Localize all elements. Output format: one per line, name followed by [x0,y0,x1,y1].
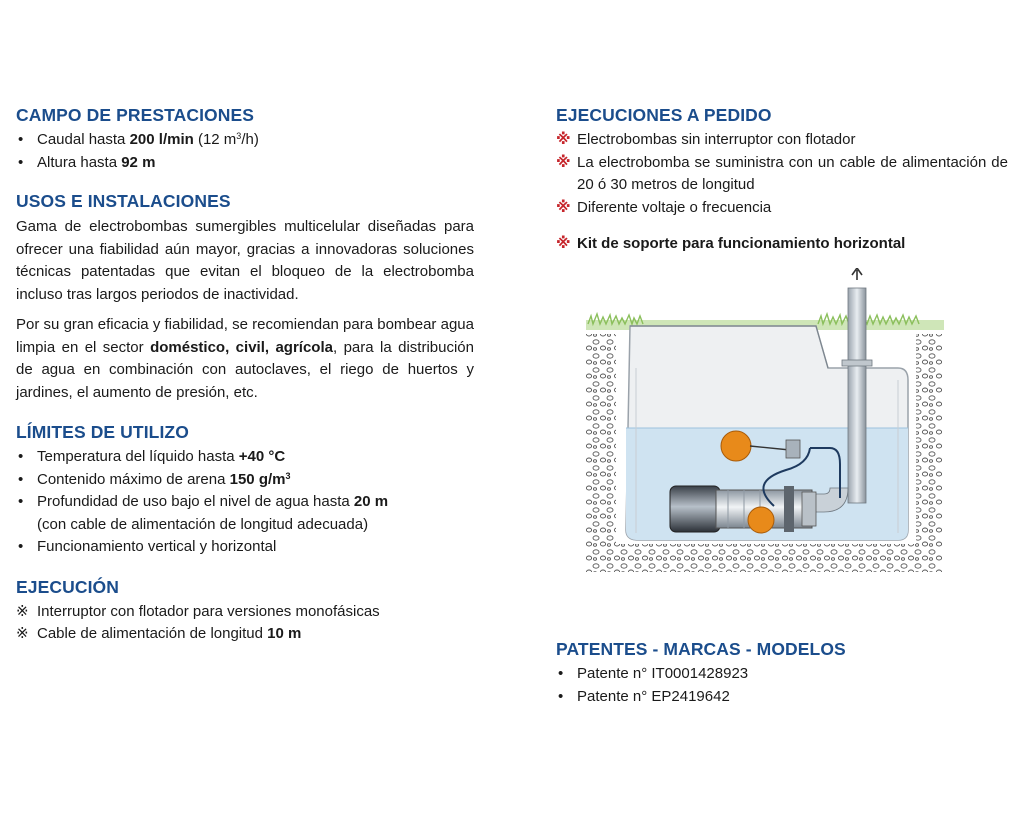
limites-title: LÍMITES DE UTILIZO [16,422,189,442]
ejecucion-section [16,576,474,646]
submersible-pump [670,486,816,532]
float-switch-bottom [748,507,774,533]
funcionamiento-item: • Funcionamiento vertical y horizontal [16,536,474,559]
limites-section [16,421,474,559]
caudal-item: • Caudal hasta 200 l/min (12 $m^3/h$) [16,129,474,152]
red-reference-mark-icon: ※ [556,198,571,216]
red-reference-mark-icon: ※ [556,153,571,171]
patentes-section [556,638,1008,708]
flow-up-arrow-icon [852,268,862,280]
horizontal-installation-illustration [578,268,950,578]
gravel-right [916,334,942,570]
usos-section [16,190,474,404]
ejecucion-item-1: ※ Interruptor con flotador para versiones monofásicas [16,601,474,624]
temp-item: • Temperatura del líquido hasta +40 °C [16,446,474,469]
ejecucion-item-2: ※ Cable de alimentación de longitud 10 m [16,623,474,646]
arena-item: • Contenido máximo de arena 150 $g/m^3$ [16,469,474,492]
profundidad-item: • Profundidad de uso bajo el nivel de agua hasta 20 m (con cable de alimentación de longitud adecuada) [16,491,474,536]
campo-section [16,104,474,174]
ejecucion-title: EJECUCIÓN [16,576,120,597]
reference-mark-icon: ※ [16,625,29,642]
patentes-title: PATENTES - MARCAS - MODELOS [556,639,846,659]
gravel-left [586,334,616,570]
patente-item-1: • Patente n° IT0001428923 [556,663,1008,686]
usos-title: USOS E INSTALACIONES [16,191,231,211]
reference-mark-icon: ※ [16,602,29,620]
campo-title: CAMPO DE PRESTACIONES [16,105,255,125]
pedido-item-3: ※ Diferente voltaje o frecuencia [556,197,1008,220]
usos-paragraph-2: Por su gran eficacia y fiabilidad, se recomiendan para bombear agua limpia en el sector doméstico, civil, agrícola, para la distribución de agua en combinación con autoclaves, el riego de huertos y jardines, el aumento de presión, etc. [16,316,474,401]
gravel-floor [586,544,942,572]
pedido-item-1: ※ Electrobombas sin interruptor con flotador [556,129,1008,152]
kit-horizontal: ※ Kit de soporte para funcionamiento horizontal [556,233,1008,255]
usos-paragraph-1: Gama de electrobombas sumergibles multicelular diseñadas para ofrecer una fiabilidad aún mayor, gracias a innovadoras soluciones técnicas patentadas que evitan el bloqueo de la electrobomba incluso tras largos periodos de inactividad. [16,218,474,303]
right-column [556,104,1008,255]
pedido-item-2: ※ La electrobomba se suministra con un cable de alimentación de 20 ó 30 metros de longitud [556,153,1008,193]
pedido-section [556,104,1008,255]
left-column [16,104,474,646]
red-reference-mark-icon: ※ [556,131,571,148]
patente-item-2: • Patente n° EP2419642 [556,686,1008,709]
altura-item: • Altura hasta 92 m [16,152,474,175]
patentes-column [556,638,1008,708]
pedido-title: EJECUCIONES A PEDIDO [556,105,772,125]
red-reference-mark-icon: ※ [556,235,571,252]
float-switch-top [721,431,751,461]
